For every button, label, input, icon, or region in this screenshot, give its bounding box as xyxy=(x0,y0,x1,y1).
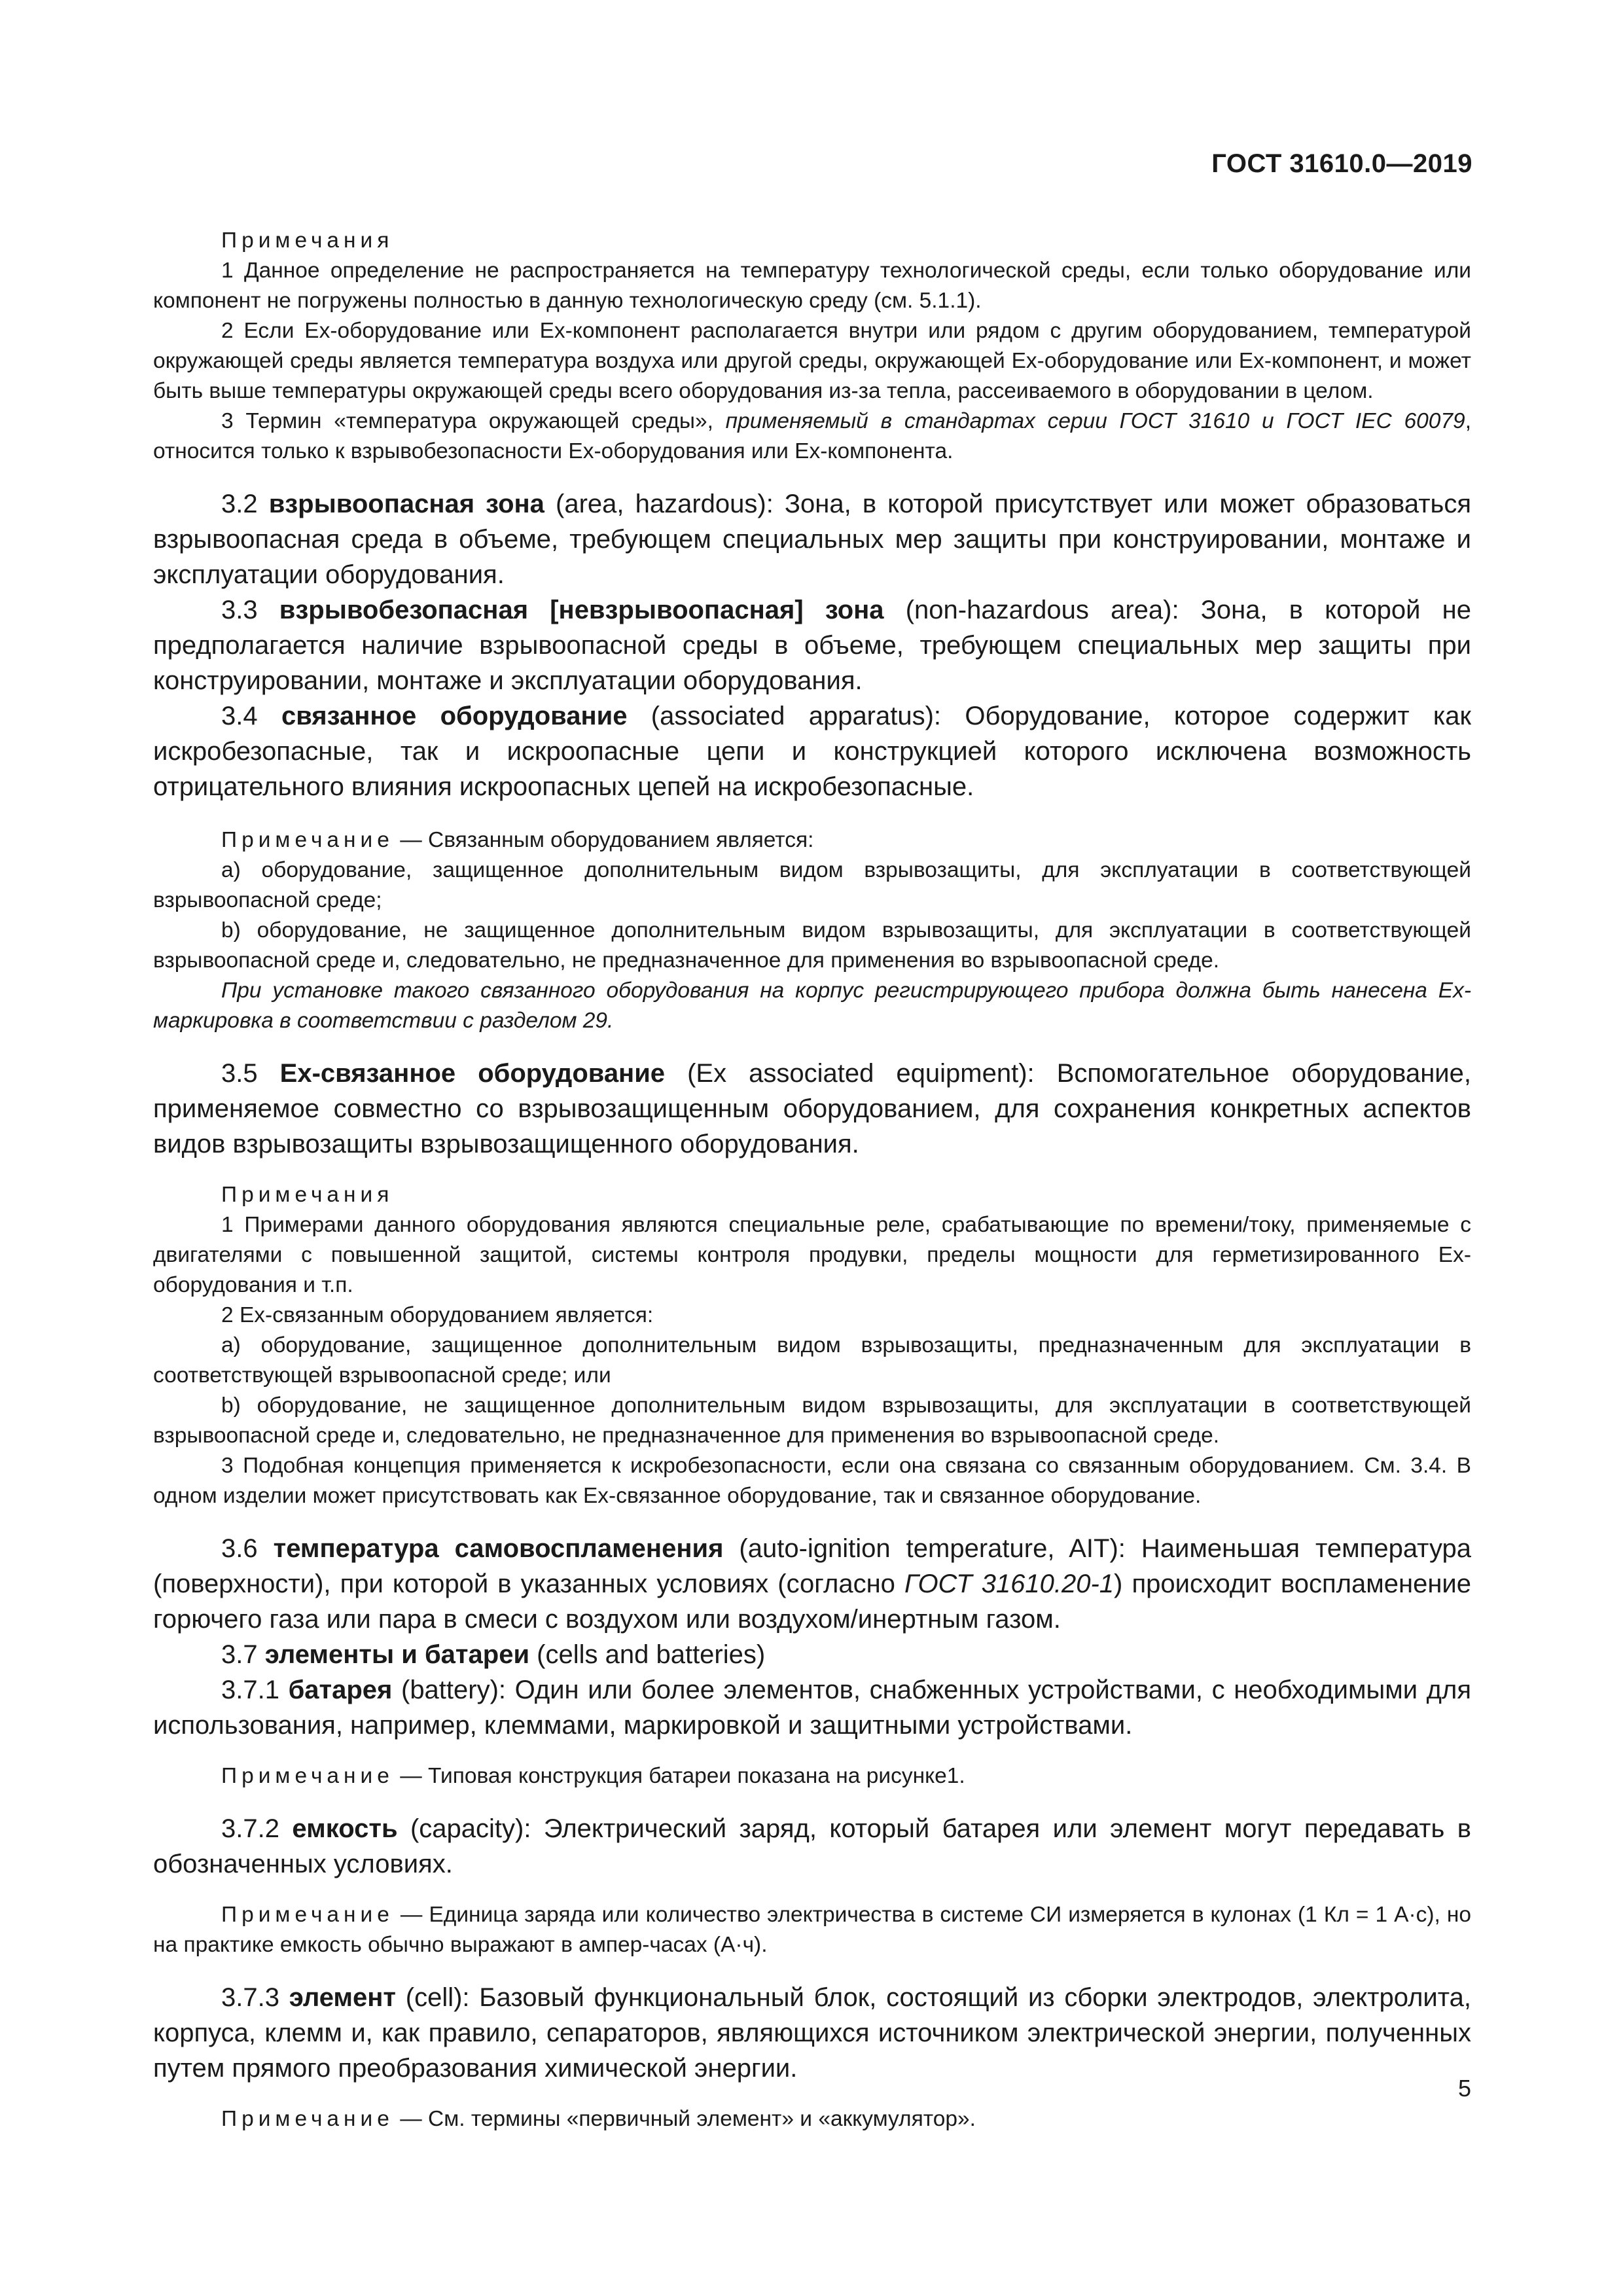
note-item-b: b) оборудование, не защищенное дополнительным видом взрывозащиты, для эксплуатации в соответствующей взрывоопасной среде и, следовательно, не предназначенное для применения во взрывоопасной среде. xyxy=(153,1393,1471,1448)
term-number: 3.7.3 xyxy=(221,1983,289,2012)
note-3: 3 Подобная концепция применяется к искробезопасности, если она связана со связанным оборудованием. См. 3.4. В одном изделии может присутствовать как Ex-связанное оборудование, так и связанное оборудование. xyxy=(153,1454,1471,1508)
note-label: Примечание xyxy=(221,2107,394,2131)
term-name: связанное оборудование xyxy=(281,702,628,730)
note-text xyxy=(153,1900,1471,1960)
term-definition: (cell): Базовый функциональный блок, состоящий из сборки электродов, электролита, корпуса, клемм и, как правило, сепараторов, являющихся источником электрической энергии, полученных путем прямого преобразования химической энергии. xyxy=(153,1983,1472,2083)
term-name: Ex-связанное оборудование xyxy=(279,1059,666,1088)
note-1: 1 Данное определение не распространяется на температуру технологической среды, если только оборудование или компонент не погружены полностью в данную технологическую среду (см. 5.1.1). xyxy=(153,259,1471,313)
term-name: батарея xyxy=(288,1676,393,1704)
note-text xyxy=(153,2104,1471,2134)
term-definition: (non-hazardous area): Зона, в которой не предполагается наличие взрывоопасной среды в объеме, требующем специальных мер защиты при конструировании, монтаже и эксплуатации оборудования. xyxy=(153,596,1472,695)
term-3-5 xyxy=(153,1056,1471,1162)
note-item-a: а) оборудование, защищенное дополнительным видом взрывозащиты, предназначенным для эксплуатации в соответствующей взрывоопасной среде; или xyxy=(153,1333,1471,1388)
term-name: емкость xyxy=(292,1814,398,1843)
term-definition: (battery): Один или более элементов, снабженных устройствами, с необходимыми для использования, например, клеммами, маркировкой и защитными устройствами. xyxy=(153,1676,1472,1740)
term-3-7-3 xyxy=(153,1980,1471,2086)
note-3-7-1 xyxy=(153,1761,1471,1791)
terms-32-34 xyxy=(153,486,1471,804)
term-number: 3.7 xyxy=(221,1640,265,1669)
note-italic xyxy=(153,976,1471,1036)
note-body: — Единица заряда или количество электричества в системе СИ измеряется в кулонах (1 Кл = 1 А·с), но на практике емкость обычно выражают в ампер-часах (А·ч). xyxy=(153,1903,1471,1957)
terms-36-371 xyxy=(153,1531,1471,1743)
note-2: 2 Ex-связанным оборудованием является: xyxy=(221,1303,654,1327)
note-3-7-3 xyxy=(153,2104,1471,2134)
note-label: Примечание xyxy=(221,1903,394,1927)
document-header: ГОСТ 31610.0—2019 xyxy=(1211,149,1472,178)
term-number: 3.7.1 xyxy=(221,1676,289,1704)
term-3-5-block xyxy=(153,1056,1471,1162)
term-number: 3.7.2 xyxy=(221,1814,293,1843)
note-1: 1 Примерами данного оборудования являются специальные реле, срабатывающие по времени/току, применяемые с двигателями с повышенной защитой, системы контроля продувки, пределы мощности для герметизированного Ex-оборудования и т.п. xyxy=(153,1213,1471,1297)
term-definition: (cells and batteries) xyxy=(529,1640,766,1669)
term-definition: (associated apparatus): Оборудование, которое содержит как искробезопасные, так и искроопасные цепи и конструкцией которого исключена возможность отрицательного влияния искроопасных цепей на искробезопасные. xyxy=(153,702,1471,801)
note-item-a: а) оборудование, защищенное дополнительным видом взрывозащиты, для эксплуатации в соответствующей взрывоопасной среде; xyxy=(153,858,1471,912)
note-lead xyxy=(153,825,1471,855)
notes-title: Примечания xyxy=(221,228,394,253)
term-3-7-2 xyxy=(153,1811,1471,1882)
term-3-6 xyxy=(153,1531,1471,1637)
note-body: — Типовая конструкция батареи показана на рисунке1. xyxy=(393,1764,965,1788)
note-3-italic: применяемый в стандартах серии ГОСТ 31610 и ГОСТ IEC 60079 xyxy=(725,409,1465,433)
term-definition-a: (auto-ignition temperature, AIT): Наименьшая температура (поверхности), при которой в указанных условиях (согласно xyxy=(153,1534,1471,1598)
term-3-2 xyxy=(153,486,1471,592)
note-3-text-a: 3 Термин «температура окружающей среды», xyxy=(221,409,726,433)
note-italic-text: При установке такого связанного оборудования на корпус регистрирующего прибора должна быть нанесена Ex-маркировка в соответствии с разделом 29. xyxy=(153,978,1471,1033)
term-number: 3.3 xyxy=(221,596,279,624)
term-number: 3.4 xyxy=(221,702,281,730)
term-name: взрывобезопасная [невзрывоопасная] зона xyxy=(279,596,884,624)
term-3-7-2-block xyxy=(153,1811,1471,1882)
term-definition: (capacity): Электрический заряд, который батарея или элемент могут передавать в обозначенных условиях. xyxy=(153,1814,1472,1878)
term-name: взрывоопасная зона xyxy=(268,490,544,518)
term-name: элементы и батареи xyxy=(264,1640,530,1669)
note-3-4 xyxy=(153,825,1471,1036)
term-definition-b: ) происходит воспламенение горючего газа или пара в смеси с воздухом или воздухом/инертным газом. xyxy=(153,1570,1471,1634)
term-3-7 xyxy=(153,1637,1471,1672)
note-body: — См. термины «первичный элемент» и «аккумулятор». xyxy=(393,2107,976,2131)
term-number: 3.2 xyxy=(221,490,269,518)
notes-top xyxy=(153,226,1471,467)
term-3-3 xyxy=(153,592,1471,698)
page-content xyxy=(153,226,1471,2154)
note-lead-text: — Связанным оборудованием является: xyxy=(393,828,814,852)
note-text xyxy=(153,1761,1471,1791)
notes-title: Примечания xyxy=(221,1183,394,1207)
note-label: Примечание xyxy=(221,828,394,852)
note-3-text-b: , относится только к взрывобезопасности Ex-оборудования или Ex-компонента. xyxy=(153,409,1471,463)
term-3-7-1 xyxy=(153,1672,1471,1743)
note-3-7-2 xyxy=(153,1900,1471,1960)
term-number: 3.5 xyxy=(221,1059,280,1088)
note-3 xyxy=(153,406,1471,467)
note-label: Примечание xyxy=(221,1764,394,1788)
notes-3-5 xyxy=(153,1180,1471,1511)
term-3-4 xyxy=(153,698,1471,804)
term-reference: ГОСТ 31610.20-1 xyxy=(904,1570,1115,1598)
term-name: температура самовоспламенения xyxy=(273,1534,724,1563)
term-definition: (Ex associated equipment): Вспомогательное оборудование, применяемое совместно со взрывозащищенным оборудованием, для сохранения конкретных аспектов видов взрывозащиты взрывозащищенного оборудования. xyxy=(153,1059,1472,1158)
note-item-b: b) оборудование, не защищенное дополнительным видом взрывозащиты, для эксплуатации в соответствующей взрывоопасной среде и, следовательно, не предназначенное для применения во взрывоопасной среде. xyxy=(153,918,1471,973)
term-3-7-3-block xyxy=(153,1980,1471,2086)
term-number: 3.6 xyxy=(221,1534,274,1563)
term-definition: (area, hazardous): Зона, в которой присутствует или может образоваться взрывоопасная среда в объеме, требующем специальных мер защиты при конструировании, монтаже и эксплуатации оборудования. xyxy=(153,490,1472,589)
term-name: элемент xyxy=(289,1983,397,2012)
page-number: 5 xyxy=(1457,2075,1471,2102)
note-2: 2 Если Ex-оборудование или Ex-компонент располагается внутри или рядом с другим оборудованием, температурой окружающей среды является температура воздуха или другой среды, окружающей Ex-оборудование или Ex-компонент, и может быть выше температуры окружающей среды всего оборудования из-за тепла, рассеиваемого в оборудовании в целом. xyxy=(153,319,1471,403)
